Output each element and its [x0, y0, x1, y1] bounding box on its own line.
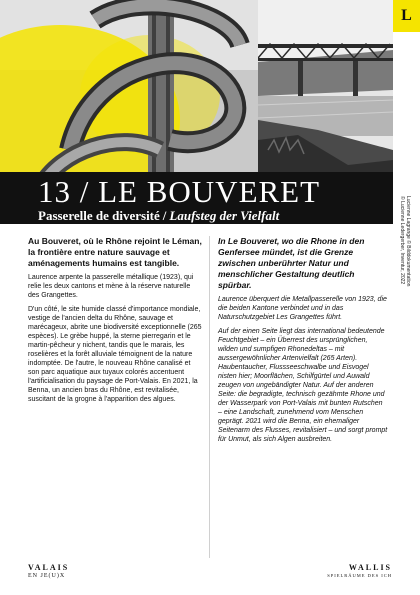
french-paragraph-2: D'un côté, le site humide classé d'importance mondiale, vestige de l'ancien delta du Rhône, sauvage et marécageux, abrite une biodiversité exceptionnelle (265 espèces). Le grèbe huppé, la sterne pierregarin et le martin-pêcheur y nichent, tandis que le marais, les roselières et la forêt alluviale témoignent de la nature indomptée. De l'autre, le nouveau Rhône canalisé et son parc aquatique aux tuyaux colorés accentuent l'artificialisation du paysage de Port-Valais. En 2021, la Benna, un ancien bras du Rhône, est revitalisée, suscitant de la grogne à l'apparition des algues. [28, 306, 202, 403]
logo-wallis-main: WALLIS [348, 563, 392, 572]
credit-line-2: © Lucienne Ledergerber, Inventur, 2022 [399, 196, 405, 285]
german-paragraph-2: Auf der einen Seite liegt das international bedeutende Feuchtgebiet – ein Überrest des ursprünglichen, wilden und sumpfigen Rhonedeltas – mit aussergewöhnlicher Artenvielfalt (265 Arten). Haubentaucher, Flussseeschwalbe und Eisvogel nisten hier; Moorflächen, Schilfgürtel und Auwald zeugen von ungebändigter Natur. Auf der anderen Seite: die begradigte, technisch gezähmte Rhone und der Wasserpark von Port-Valais mit bunten Rutschen – eine Landschaft, zunehmend vom Menschen geprägt. 2021 wird die Benna, ein ehemaliger Seitenarm des Flusses, revitalisiert – und sorgt prompt für Unmut, als sich Algen ausbreiten. [218, 328, 388, 443]
logo-valais [28, 563, 69, 579]
page-title: 13 / LE BOUVERET [38, 174, 321, 209]
logo-valais-main: VALAIS [28, 563, 70, 572]
logo-valais-sub: EN JE(U)X [28, 573, 66, 579]
column-divider [209, 236, 210, 558]
photo-water-slide [0, 0, 258, 188]
german-column [218, 236, 388, 449]
photo-bridge [258, 0, 393, 188]
subtitle-separator: / [162, 208, 167, 223]
logo-wallis [327, 563, 392, 578]
page-subtitle [38, 208, 279, 224]
chapter-letter: L [401, 7, 412, 24]
subtitle-fr: Passerelle de diversité [38, 208, 160, 223]
credit-line-1: Lucienne Lagrange © Bilddokumentation [405, 196, 411, 287]
french-column [28, 236, 203, 409]
french-paragraph-1: Laurence arpente la passerelle métallique (1923), qui relie les deux cantons et mène à la réserve naturelle des Grangettes. [28, 274, 194, 299]
logo-wallis-sub: SPIELRÄUME DES ICH [327, 573, 392, 578]
subtitle-de: Laufsteg der Vielfalt [169, 208, 280, 223]
french-lead: Au Bouveret, où le Rhône rejoint le Léman, la frontière entre nature sauvage et aménagements humains est tangible. [28, 236, 202, 268]
german-lead: In Le Bouveret, wo die Rhone in den Genfersee mündet, ist die Grenze zwischen unberührter Natur und menschlicher Gestaltung deutlich spürbar. [218, 236, 365, 290]
photo-credits [397, 196, 417, 376]
chapter-tab [393, 0, 420, 32]
german-paragraph-1: Laurence überquert die Metallpasserelle von 1923, die die beiden Kantone verbindet und in das Naturschutzgebiet Les Grangettes führt. [218, 296, 387, 321]
